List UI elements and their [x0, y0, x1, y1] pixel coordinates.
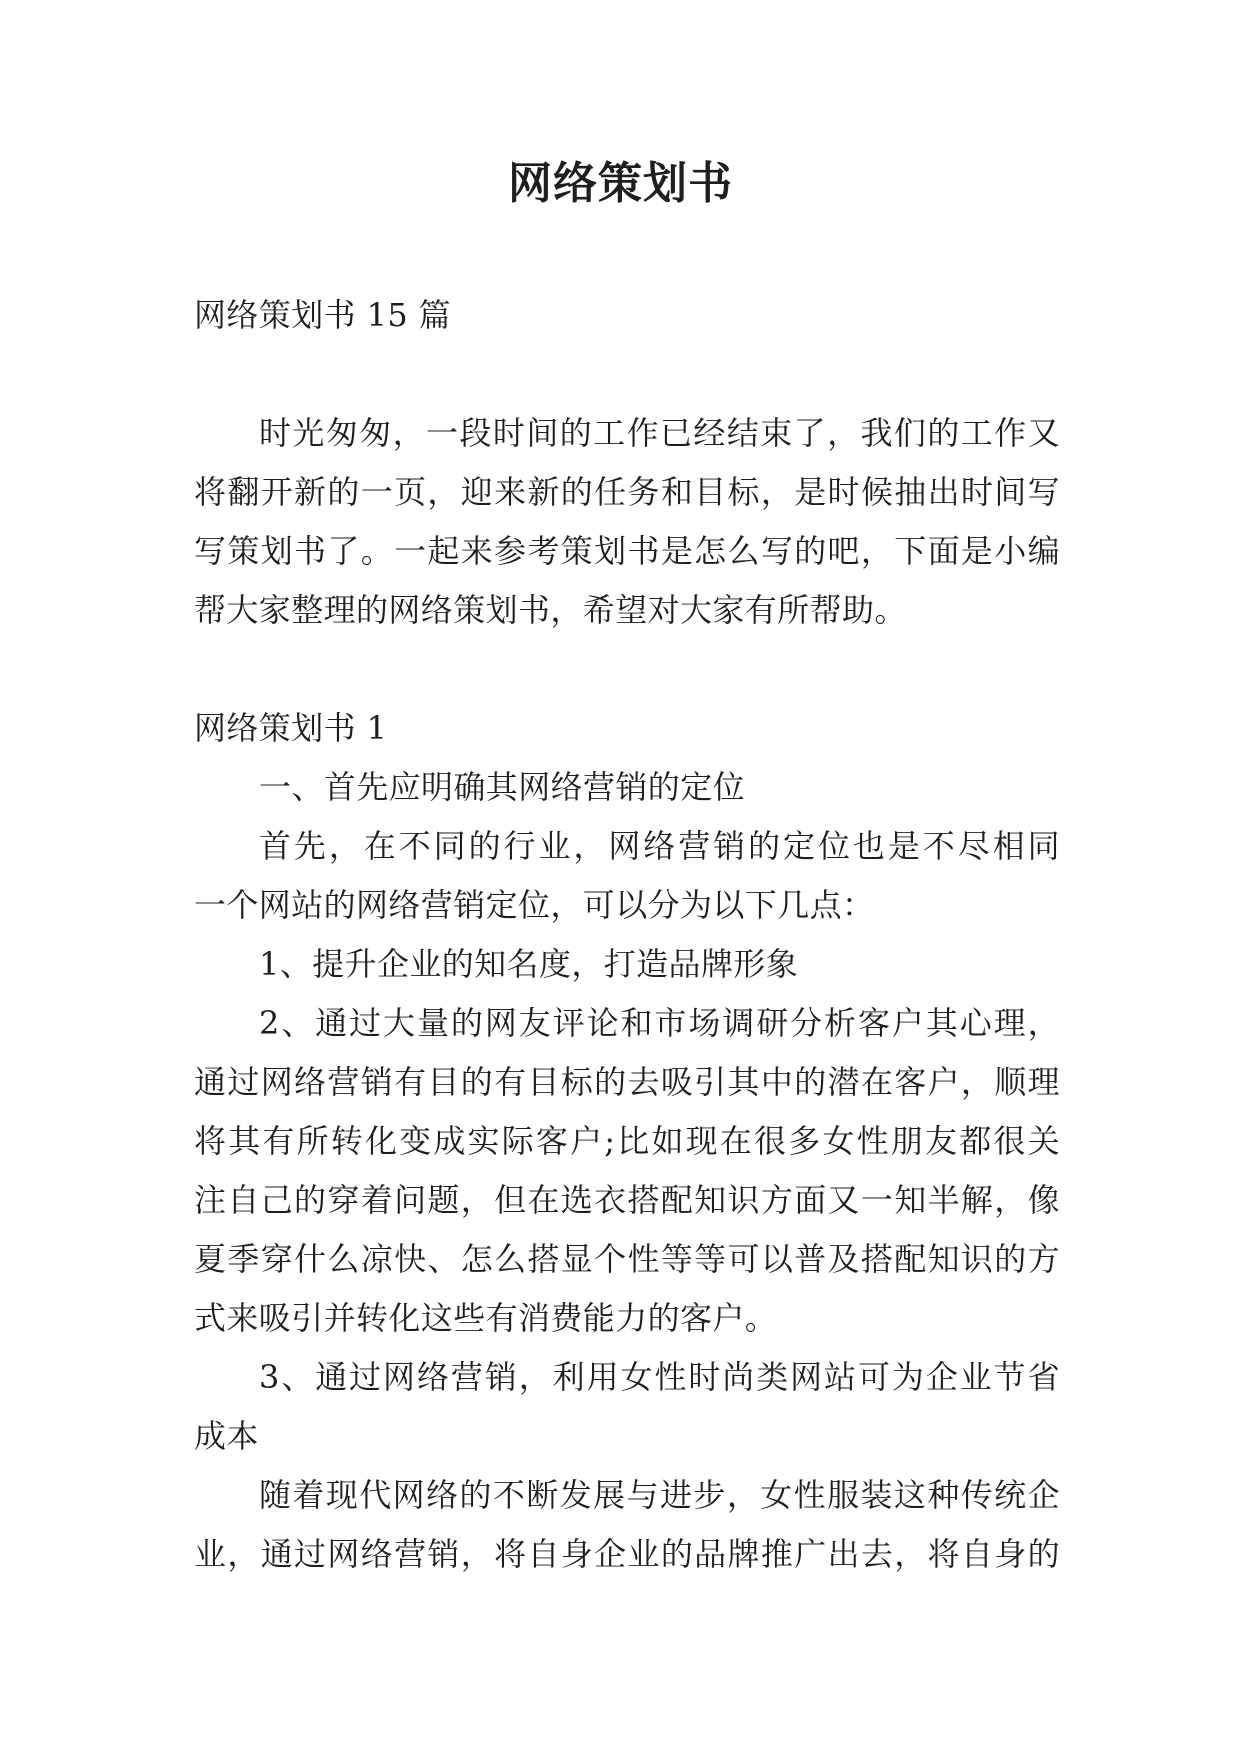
intro-line: 时光匆匆，一段时间的工作已经结束了，我们的工作又	[259, 414, 1060, 452]
list-item-line: 式来吸引并转化这些有消费能力的客户。	[194, 1299, 778, 1337]
intro-line: 写策划书了。一起来参考策划书是怎么写的吧，下面是小编	[194, 532, 1060, 570]
list-item-line: 注自己的穿着问题，但在选衣搭配知识方面又一知半解，像	[194, 1181, 1060, 1219]
list-item-line: 将其有所转化变成实际客户;比如现在很多女性朋友都很关	[194, 1122, 1060, 1160]
list-item	[194, 1348, 1060, 1466]
paragraph-line: 随着现代网络的不断发展与进步，女性服装这种传统企	[259, 1476, 1060, 1514]
document-body	[194, 286, 1060, 1584]
blank-line	[194, 345, 1060, 404]
intro-line: 将翻开新的一页，迎来新的任务和目标，是时候抽出时间写	[194, 473, 1060, 511]
paragraph-line: 首先，在不同的行业，网络营销的定位也是不尽相同	[259, 827, 1060, 865]
section-heading: 网络策划书 1	[194, 709, 388, 747]
paragraph	[194, 817, 1060, 935]
list-item-line: 1、提升企业的知名度，打造品牌形象	[259, 945, 799, 983]
point-heading: 一、首先应明确其网络营销的定位	[259, 768, 746, 806]
blank-line	[194, 640, 1060, 699]
intro-paragraph	[194, 404, 1060, 640]
document-title: 网络策划书	[508, 158, 733, 209]
list-item-line: 夏季穿什么凉快、怎么搭显个性等等可以普及搭配知识的方	[194, 1240, 1060, 1278]
list-item-line: 3、通过网络营销，利用女性时尚类网站可为企业节省	[259, 1358, 1060, 1396]
list-item-line: 成本	[194, 1417, 259, 1455]
list-item	[194, 935, 1060, 994]
list-item-line: 通过网络营销有目的有目标的去吸引其中的潜在客户，顺理	[194, 1063, 1060, 1101]
list-item-line: 2、通过大量的网友评论和市场调研分析客户其心理，	[259, 1004, 1060, 1042]
intro-line: 帮大家整理的网络策划书，希望对大家有所帮助。	[194, 591, 907, 629]
list-item	[194, 994, 1060, 1348]
paragraph	[194, 1466, 1060, 1584]
paragraph-line: 一个网站的网络营销定位，可以分为以下几点：	[194, 886, 875, 924]
document-subtitle: 网络策划书 15 篇	[194, 296, 452, 334]
paragraph-line: 业，通过网络营销，将自身企业的品牌推广出去，将自身的	[194, 1535, 1060, 1573]
